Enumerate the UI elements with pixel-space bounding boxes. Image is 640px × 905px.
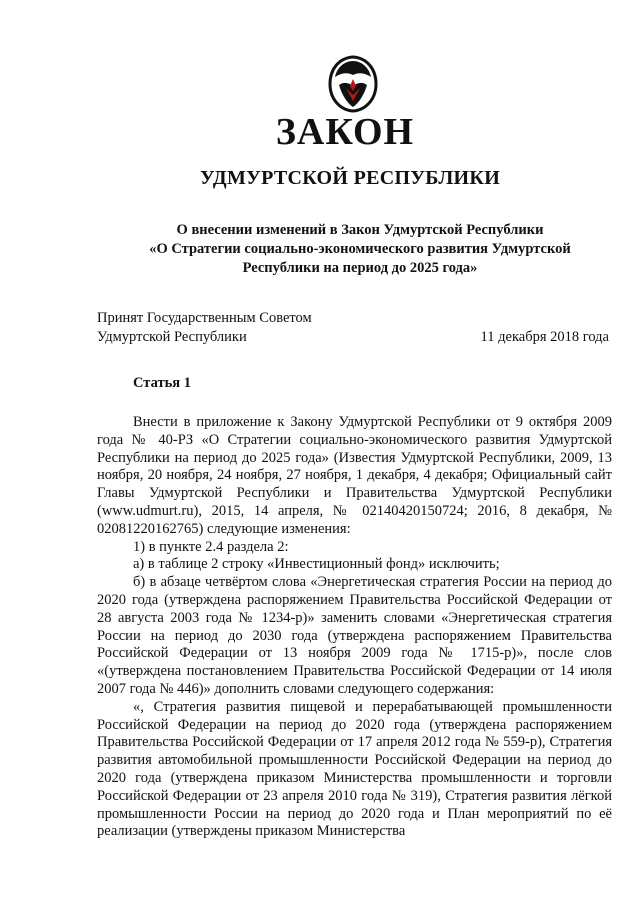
law-subject <box>100 221 620 278</box>
subject-line-1: О внесении изменений в Закон Удмуртской Республики <box>176 222 544 238</box>
article-body <box>97 414 612 841</box>
adoption-block <box>97 309 609 347</box>
subject-line-3: Республики на период до 2025 года» <box>242 260 478 276</box>
subject-line-2: «О Стратегии социально-экономического развития Удмуртской <box>149 241 571 257</box>
law-title: ЗАКОН <box>275 111 415 153</box>
coat-of-arms-emblem-icon <box>327 55 379 113</box>
article-paragraph: 1) в пункте 2.4 раздела 2: <box>133 538 289 555</box>
adoption-line-1: Принят Государственным Советом <box>97 310 312 326</box>
article-heading: Статья 1 <box>133 375 191 391</box>
law-republic-name: УДМУРТСКОЙ РЕСПУБЛИКИ <box>199 167 501 189</box>
article-paragraph: «, Стратегия развития пищевой и перерабатывающей промышленности Российской Федерации на период до 2020 года (утверждена распоряжением Правительства Российской Федерации от 17 апреля 2012 года № 559-р), Стратегия развития автомобильной промышленности Российской Федерации на период до 2020 года (утверждена приказом Министерства промышленности и торговли Российской Федерации от 23 апреля 2010 года № 319), Стратегия развития лёгкой промышленности России на период до 2020 года и План мероприятий по её реализации (утверждены приказом Министерства <box>97 698 612 840</box>
article-paragraph: б) в абзаце четвёртом слова «Энергетическая стратегия России на период до 2020 года (утверждена распоряжением Правительства Российской Федерации от 28 августа 2003 года № 1234-р)» заменить словами «Энергетическая стратегия России на период до 2030 года (утверждена распоряжением Правительства Российской Федерации от 13 ноября 2009 года № 1715-р)», после слов «(утверждена постановлением Правительства Российской Федерации от 14 июля 2007 года № 446)» дополнить словами следующего содержания: <box>97 574 612 697</box>
adoption-date: 11 декабря 2018 года <box>480 329 609 345</box>
article-paragraph: а) в таблице 2 строку «Инвестиционный фонд» исключить; <box>133 556 500 573</box>
adoption-row <box>97 328 609 347</box>
adoption-line-2: Удмуртской Республики <box>97 329 247 345</box>
article-paragraph: Внести в приложение к Закону Удмуртской Республики от 9 октября 2009 года № 40-РЗ «О Стратегии социально-экономического развития Удмуртской Республики на период до 2025 года» (Известия Удмуртской Республики, 2009, 13 ноября, 20 ноября, 24 ноября, 27 ноября, 1 декабря, 4 декабря; Официальный сайт Главы Удмуртской Республики и Правительства Удмуртской Республики (www.udmurt.ru), 2015, 14 апреля, № 02140420150724; 2016, 8 декабря, № 02081220162765) следующие изменения: <box>97 414 612 537</box>
